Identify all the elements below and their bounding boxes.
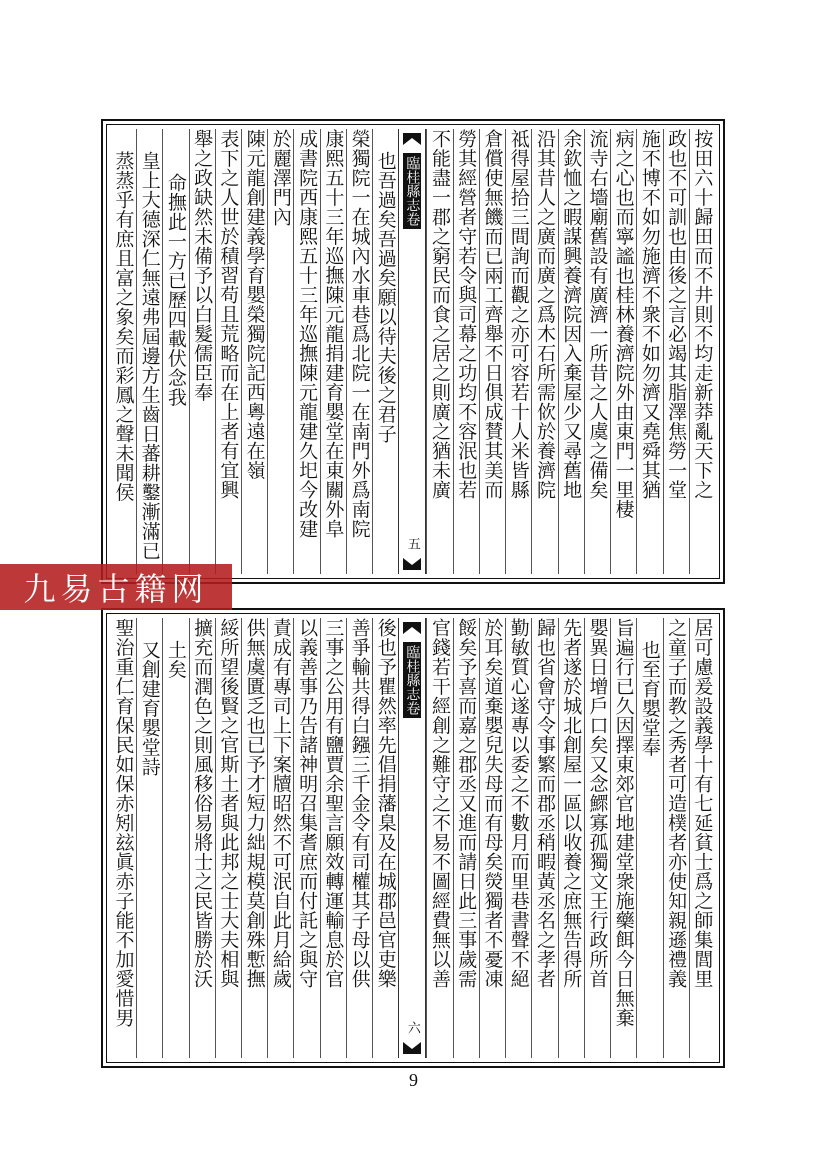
text-column <box>663 618 689 1058</box>
column-text: 施不博不如勿施濟不衆不如勿濟又堯舜其猶 <box>638 129 661 500</box>
text-column <box>241 129 267 574</box>
text-column <box>162 618 188 1058</box>
text-column <box>426 129 452 574</box>
text-column <box>531 129 557 574</box>
bottom-fold-title: 臨桂縣志卷 <box>403 642 421 718</box>
text-column <box>267 129 293 574</box>
text-column <box>689 129 715 574</box>
column-text: 又創建育嬰堂詩 <box>138 640 161 777</box>
bottom-fold-page-number: 六 <box>404 1021 420 1034</box>
text-column <box>136 618 162 1058</box>
bottom-page-panel <box>101 608 725 1068</box>
text-column <box>111 129 136 574</box>
column-text: 康熙五十三年巡撫陳元龍捐建育嬰堂在東關外阜 <box>322 129 345 539</box>
column-text: 病之心也而寧謐也桂林養濟院外由東門一里棲 <box>612 129 635 519</box>
column-text: 於麗澤門內 <box>269 129 292 227</box>
text-column <box>136 129 162 574</box>
text-column <box>215 618 241 1058</box>
text-column <box>267 618 293 1058</box>
column-text: 居可慮爰設義學十有七延貧士爲之師集閭里 <box>691 618 714 989</box>
column-text: 嬰異日增戶口矣又念鰥寡孤獨文王行政所首 <box>586 618 609 989</box>
text-column <box>531 618 557 1058</box>
column-text: 成書院西康熙五十三年巡撫陳元龍建久圯今改建 <box>296 129 319 539</box>
column-text: 皇上大德深仁無遠弗屆邊方生齒日蕃耕鑿漸滿已 <box>138 151 161 561</box>
column-text: 餒矣予喜而嘉之郡丞又進而請日此三事歲需 <box>455 618 478 989</box>
fishtail-ornament-icon <box>402 1041 422 1055</box>
text-column <box>320 129 346 574</box>
text-column <box>241 618 267 1058</box>
column-text: 陳元龍創建義學育嬰榮獨院記西粵遠在嶺 <box>243 129 266 480</box>
column-text: 以義善事乃告諸神明召集耆庶而付託之與守 <box>296 618 319 989</box>
top-fold-page-number: 五 <box>404 537 420 550</box>
fishtail-ornament-icon <box>402 557 422 571</box>
top-fold-title: 臨桂縣志卷 <box>403 153 421 229</box>
text-column <box>215 129 241 574</box>
column-text: 三事之公用有鹽賈余聖言願效轉運輸息於官 <box>322 618 345 989</box>
page-number: 9 <box>409 1070 418 1090</box>
text-column <box>320 618 346 1058</box>
fishtail-ornament-icon <box>402 621 422 635</box>
column-text: 擴充而潤色之則風移俗易將士之民皆勝於沃 <box>191 618 214 989</box>
text-column <box>505 129 531 574</box>
text-column <box>189 618 215 1058</box>
text-column <box>558 618 584 1058</box>
column-text: 後也予瞿然率先倡捐藩臬及在城郡邑官吏樂 <box>374 618 397 989</box>
top-center-fold <box>398 129 426 574</box>
text-column <box>584 129 610 574</box>
text-column <box>610 129 636 574</box>
column-text: 綏所望後賢之官斯土者與此邦之士大夫相與 <box>217 618 240 989</box>
column-text: 按田六十歸田而不井則不均走新莽亂天下之 <box>691 129 714 500</box>
text-column <box>558 129 584 574</box>
fishtail-ornament-icon <box>402 132 422 146</box>
column-text: 表下之人世於積習苟且荒略而在上者有宜興 <box>217 129 240 500</box>
column-text: 也吾過矣吾過矣願以待夫後之君子 <box>374 151 397 444</box>
watermark-logo: 九易古籍网 <box>0 564 232 610</box>
column-text: 祗得屋拾三間詢而觀之亦可容若十人米皆縣 <box>507 129 530 500</box>
column-text: 榮獨院一在城內水車巷爲北院一在南門外爲南院 <box>348 129 371 539</box>
column-text: 於耳矣道棄嬰兒失母而有母矣熒獨者不憂凍 <box>481 618 504 989</box>
text-column <box>505 618 531 1058</box>
column-text: 也至育嬰堂奉 <box>638 640 661 757</box>
column-text: 勤敏質心遂專以委之不數月而里巷書聲不絕 <box>507 618 530 989</box>
text-column <box>584 618 610 1058</box>
top-page-panel <box>101 119 725 584</box>
text-column <box>346 618 372 1058</box>
column-text: 先者遂於城北創屋一區以收養之庶無告得所 <box>560 618 583 989</box>
column-text: 官錢若干經創之難守之不易不圖經費無以善 <box>429 618 452 989</box>
text-column <box>689 618 715 1058</box>
text-column <box>453 618 479 1058</box>
top-page-text-columns <box>111 129 715 574</box>
column-text: 流寺右墻廟舊設有廣濟一所昔之人虞之備矣 <box>586 129 609 500</box>
text-column <box>479 129 505 574</box>
column-text: 舉之政缺然未備予以白髮儒臣奉 <box>191 129 214 402</box>
column-text: 沿其昔人之廣而廣之爲木石所需佽於養濟院 <box>533 129 556 500</box>
bottom-center-fold <box>398 618 426 1058</box>
text-column <box>663 129 689 574</box>
text-column <box>293 129 319 574</box>
text-column <box>293 618 319 1058</box>
text-column <box>189 129 215 574</box>
column-text: 余欽恤之暇謀興養濟院因入棄屋少又尋舊地 <box>560 129 583 500</box>
column-text: 供無虞匱乏也已予才短力絀規模莫創殊慙撫 <box>243 618 266 989</box>
column-text: 蒸蒸乎有庶且富之象矣而彩鳳之聲未聞侯 <box>112 151 135 502</box>
text-column <box>372 129 398 574</box>
text-column <box>426 618 452 1058</box>
column-text: 命撫此一方已歷四載伏念我 <box>164 173 187 407</box>
text-column <box>453 129 479 574</box>
text-column <box>162 129 188 574</box>
column-text: 之童子而教之秀者可造樸者亦使知親遜禮義 <box>665 618 688 989</box>
column-text: 不能盡一郡之窮民而食之居之則廣之猶未廣 <box>429 129 452 500</box>
text-column <box>479 618 505 1058</box>
text-column <box>636 618 662 1058</box>
column-text: 善爭輸共得白鏹三千金令有司權其子母以供 <box>348 618 371 989</box>
column-text: 聖治重仁育保民如保赤矧玆眞赤子能不加愛惜男 <box>112 618 135 1028</box>
column-text: 勞其經營者守若令與司幕之功均不容泯也若 <box>455 129 478 500</box>
column-text: 倉償使無饑而已兩工齊舉不日俱成賛其美而 <box>481 129 504 500</box>
text-column <box>372 618 398 1058</box>
text-column <box>346 129 372 574</box>
text-column <box>636 129 662 574</box>
column-text: 土矣 <box>164 640 187 679</box>
column-text: 旨遍行已久因擇東郊官地建堂衆施藥餌今日無棄 <box>612 618 635 1028</box>
text-column <box>610 618 636 1058</box>
bottom-page-text-columns <box>111 618 715 1058</box>
column-text: 責成有專司上下案牘昭然不可泯自此月給歲 <box>269 618 292 989</box>
column-text: 政也不可訓也由後之言必竭其脂澤焦勞一堂 <box>665 129 688 500</box>
text-column <box>111 618 136 1058</box>
column-text: 歸也省會守令事繁而郡丞稍暇黃丞名之孝者 <box>533 618 556 989</box>
